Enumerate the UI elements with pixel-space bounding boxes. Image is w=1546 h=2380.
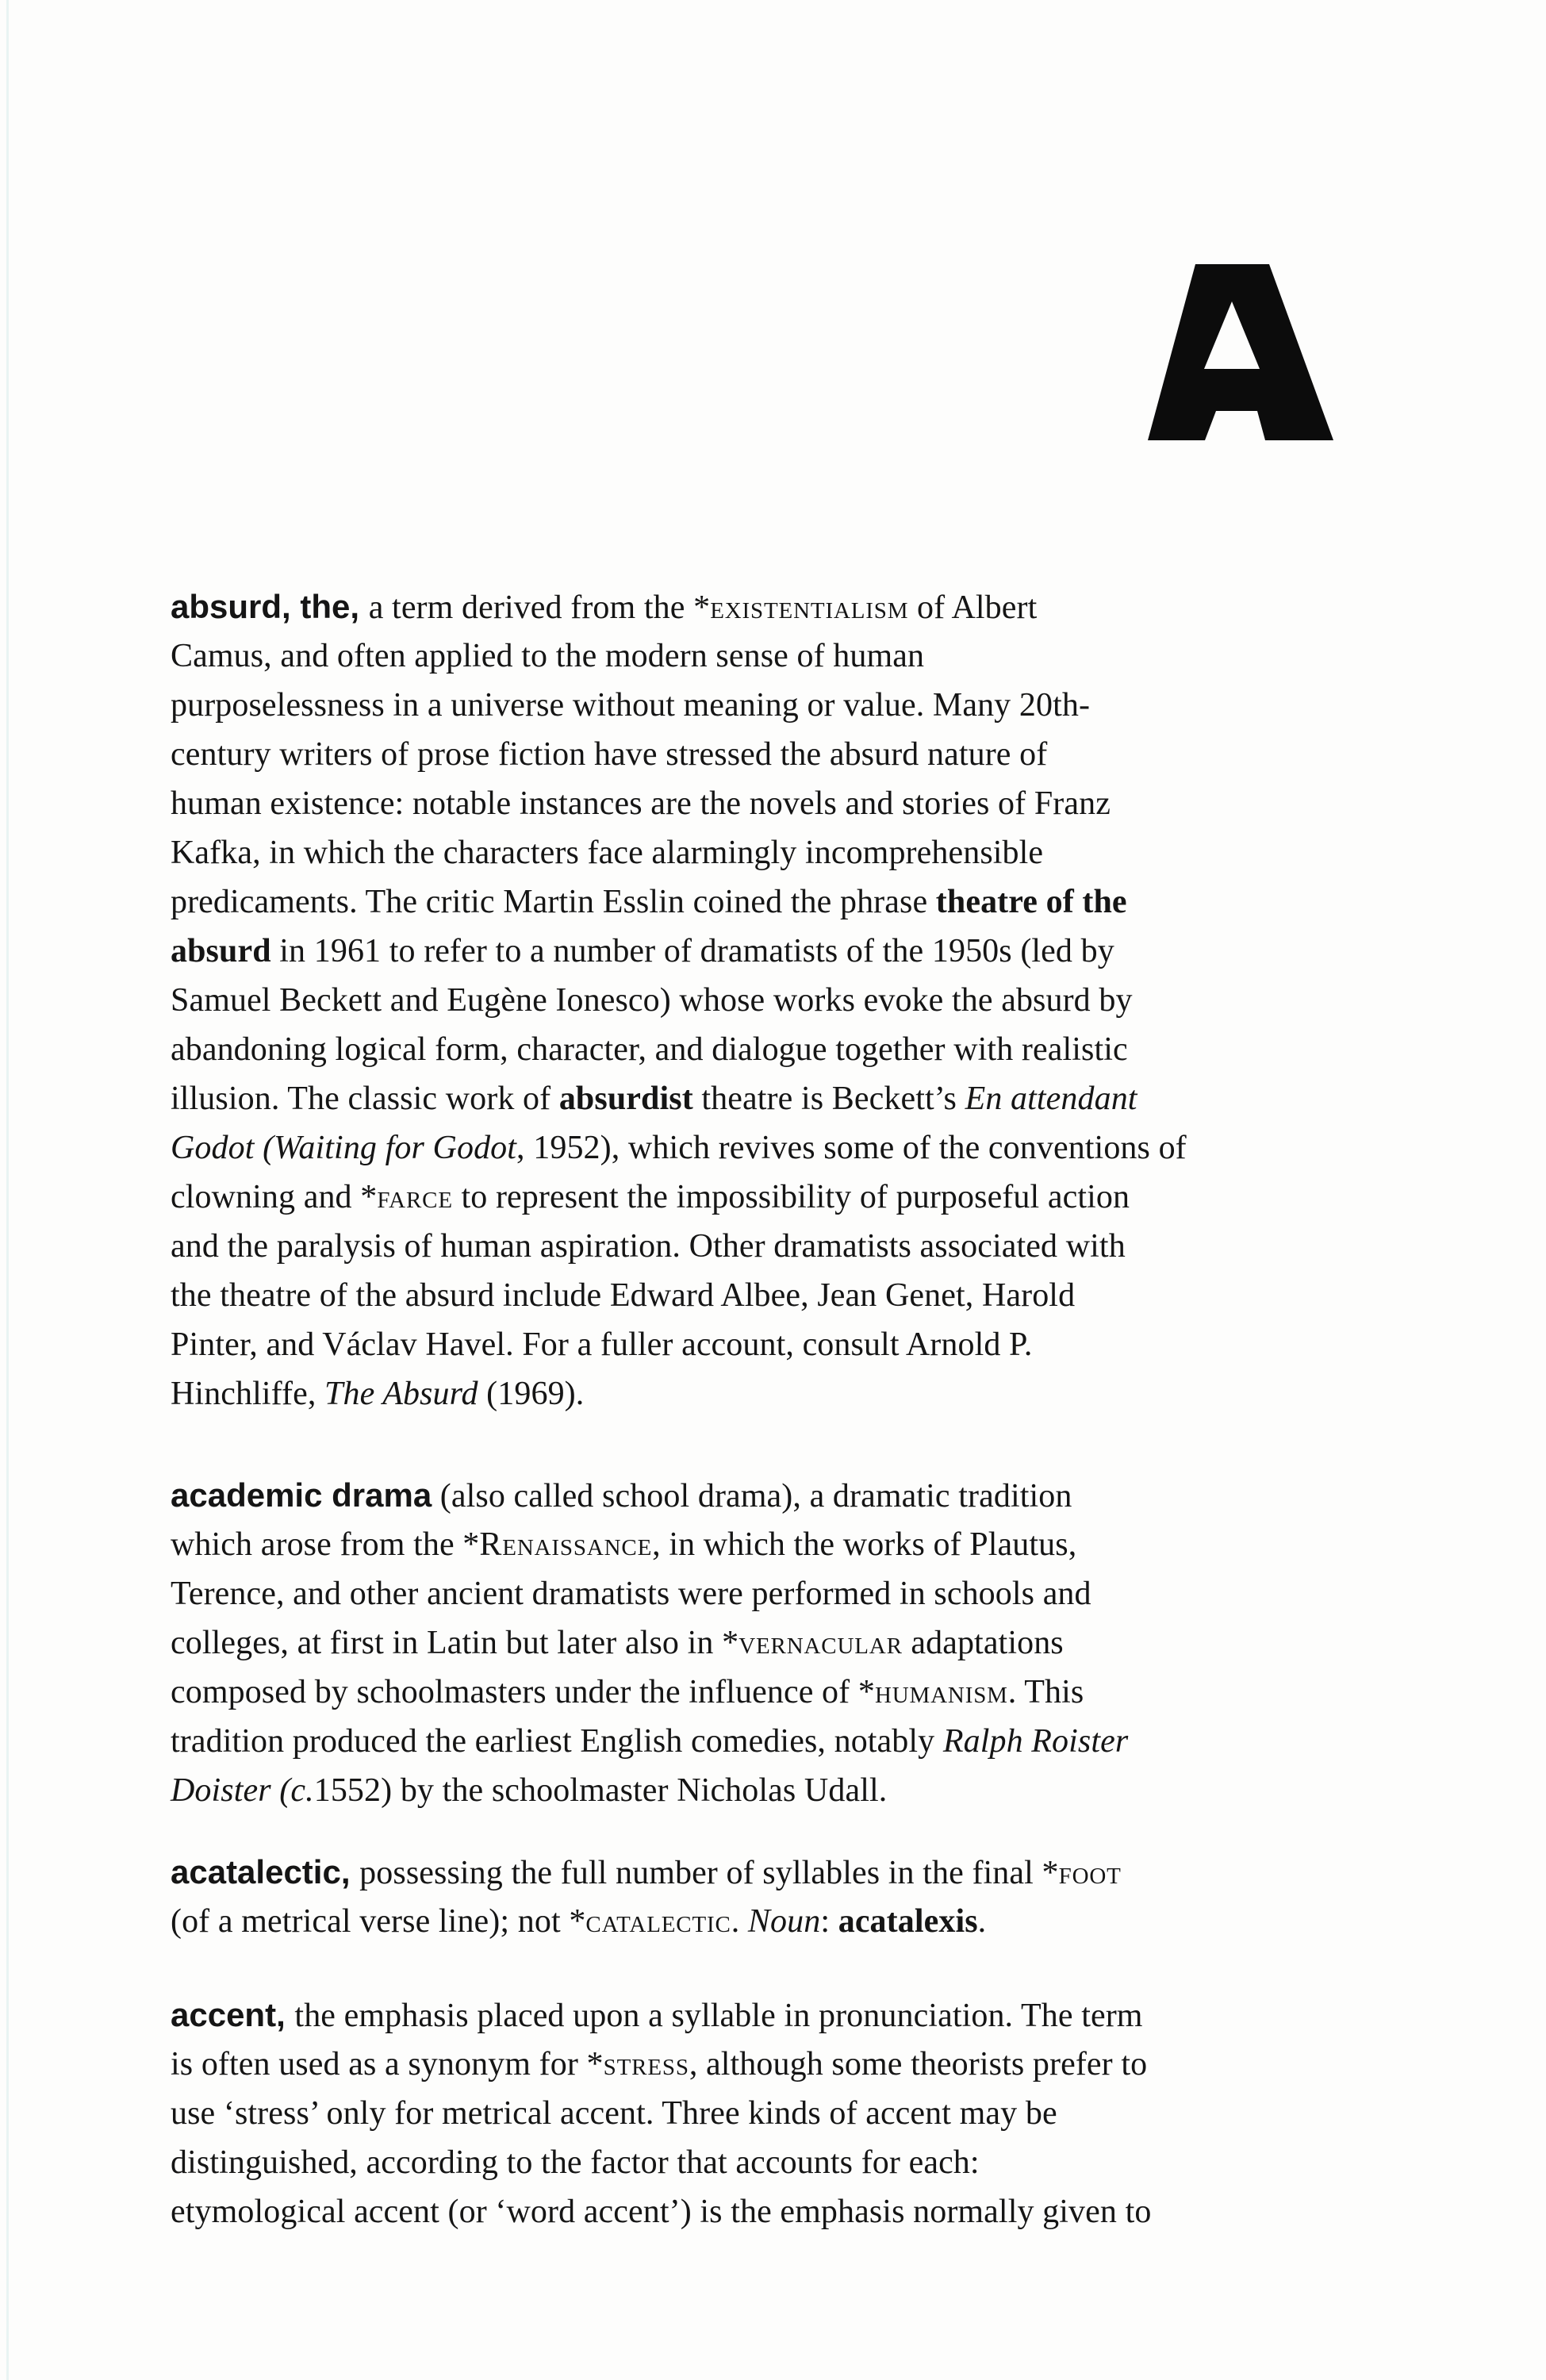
headword: acatalectic,	[171, 1853, 360, 1891]
headword: absurd, the,	[171, 588, 369, 625]
cross-reference-smallcaps: vernacular	[738, 1625, 903, 1661]
italic-text: Doister (c.	[171, 1772, 314, 1809]
cross-reference-smallcaps: catalectic	[585, 1903, 731, 1940]
text-line	[171, 877, 1408, 927]
body-text: of Albert	[908, 589, 1038, 626]
body-text: Hinchliffe,	[171, 1376, 325, 1412]
entry-academic-drama	[171, 1471, 1408, 1815]
cross-reference-smallcaps: stress	[603, 2046, 689, 2082]
text-line	[171, 1271, 1408, 1320]
body-text: . This	[1007, 1674, 1084, 1710]
text-line	[171, 1520, 1408, 1569]
body-text: illusion. The classic work of	[171, 1081, 559, 1117]
text-line	[171, 1320, 1408, 1369]
italic-text: Godot (Waiting for Godot	[171, 1130, 517, 1166]
italic-text: Ralph Roister	[942, 1723, 1129, 1760]
body-text: :	[820, 1903, 838, 1940]
bold-term: absurd	[171, 933, 271, 969]
text-line	[171, 976, 1408, 1025]
cross-reference-smallcaps: existentialism	[710, 589, 909, 626]
text-line	[171, 1369, 1408, 1418]
italic-text: The Absurd	[324, 1376, 478, 1412]
body-text: century writers of prose fiction have stressed the absurd nature of	[171, 736, 1048, 773]
text-line	[171, 631, 1408, 681]
body-text: which arose from the *	[171, 1526, 480, 1563]
body-text: a term derived from the *	[368, 589, 711, 626]
cross-reference-smallcaps: foot	[1058, 1855, 1122, 1891]
text-line	[171, 779, 1408, 828]
text-line	[171, 681, 1408, 730]
text-line	[171, 1173, 1408, 1222]
text-line	[171, 1848, 1408, 1897]
body-text: adaptations	[902, 1625, 1064, 1661]
cross-reference-smallcaps: farce	[377, 1179, 453, 1215]
body-text: (also called school drama), a dramatic tradition	[432, 1478, 1072, 1514]
text-line	[171, 1766, 1408, 1815]
body-text: and the paralysis of human aspiration. Other dramatists associated with	[171, 1228, 1126, 1265]
headword: academic drama	[171, 1476, 432, 1514]
body-text: to represent the impossibility of purposeful action	[452, 1179, 1130, 1215]
bold-term: absurdist	[558, 1081, 693, 1117]
cross-reference-smallcaps: Renaissance	[479, 1526, 653, 1563]
section-letter	[1148, 264, 1333, 440]
body-text: Kafka, in which the characters face alarmingly incomprehensible	[171, 835, 1044, 871]
body-text: theatre is Beckett’s	[692, 1081, 965, 1117]
body-text: etymological accent (or ‘word accent’) is the emphasis normally given to	[171, 2194, 1152, 2230]
body-text: distinguished, according to the factor that accounts for each:	[171, 2144, 980, 2181]
text-line	[171, 1990, 1408, 2040]
body-text: , 1952), which revives some of the conventions of	[516, 1130, 1187, 1166]
body-text: in 1961 to refer to a number of dramatists of the 1950s (led by	[270, 933, 1114, 969]
body-text: clowning and *	[171, 1179, 378, 1215]
body-text: use ‘stress’ only for metrical accent. Three kinds of accent may be	[171, 2095, 1057, 2132]
text-line	[171, 1123, 1408, 1173]
entries	[171, 582, 1408, 2236]
body-text: possessing the full number of syllables in the final *	[359, 1855, 1059, 1891]
body-text: (1969).	[478, 1376, 585, 1412]
text-line	[171, 2040, 1408, 2089]
body-text: , in which the works of Plautus,	[652, 1526, 1077, 1563]
body-text: abandoning logical form, character, and dialogue together with realistic	[171, 1031, 1128, 1068]
text-line	[171, 1569, 1408, 1618]
scan-edge-line	[6, 0, 9, 2380]
text-line	[171, 1668, 1408, 1717]
body-text: , although some theorists prefer to	[689, 2046, 1148, 2082]
body-text: human existence: notable instances are the novels and stories of Franz	[171, 785, 1111, 822]
body-text: (of a metrical verse line); not *	[171, 1903, 586, 1940]
body-text: .	[977, 1903, 987, 1940]
bold-term: acatalexis	[838, 1903, 978, 1940]
body-text: Terence, and other ancient dramatists were performed in schools and	[171, 1576, 1091, 1612]
text-line	[171, 1717, 1408, 1766]
body-text: Samuel Beckett and Eugène Ionesco) whose works evoke the absurd by	[171, 982, 1133, 1019]
text-line	[171, 1074, 1408, 1123]
italic-text: En attendant	[965, 1081, 1137, 1117]
text-line	[171, 1897, 1408, 1946]
cross-reference-smallcaps: humanism	[874, 1674, 1008, 1710]
entry-accent	[171, 1990, 1408, 2236]
text-line	[171, 1025, 1408, 1074]
entry-absurd-the	[171, 582, 1408, 1418]
body-text: the emphasis placed upon a syllable in pronunciation. The term	[294, 1998, 1143, 2034]
text-line	[171, 2187, 1408, 2236]
text-line	[171, 927, 1408, 976]
body-text: is often used as a synonym for *	[171, 2046, 604, 2082]
text-line	[171, 1618, 1408, 1668]
body-text: composed by schoolmasters under the influence of *	[171, 1674, 875, 1710]
text-line	[171, 1222, 1408, 1271]
entry-acatalectic	[171, 1848, 1408, 1946]
body-text: Camus, and often applied to the modern sense of human	[171, 638, 925, 674]
text-line	[171, 582, 1408, 631]
text-line	[171, 1471, 1408, 1520]
text-line	[171, 2138, 1408, 2187]
text-line	[171, 828, 1408, 877]
body-text: 1552) by the schoolmaster Nicholas Udall.	[313, 1772, 888, 1809]
italic-text: Noun	[747, 1903, 821, 1940]
letter-a-glyph	[1148, 264, 1333, 440]
text-line	[171, 2089, 1408, 2138]
body-text: tradition produced the earliest English comedies, notably	[171, 1723, 943, 1760]
body-text: colleges, at first in Latin but later also in *	[171, 1625, 739, 1661]
headword: accent,	[171, 1996, 295, 2033]
bold-term: theatre of the	[935, 884, 1127, 920]
body-text: predicaments. The critic Martin Esslin coined the phrase	[171, 884, 936, 920]
body-text: the theatre of the absurd include Edward Albee, Jean Genet, Harold	[171, 1277, 1076, 1314]
body-text: .	[731, 1903, 748, 1940]
body-text: purposelessness in a universe without meaning or value. Many 20th-	[171, 687, 1091, 724]
text-line	[171, 730, 1408, 779]
body-text: Pinter, and Václav Havel. For a fuller account, consult Arnold P.	[171, 1326, 1033, 1363]
